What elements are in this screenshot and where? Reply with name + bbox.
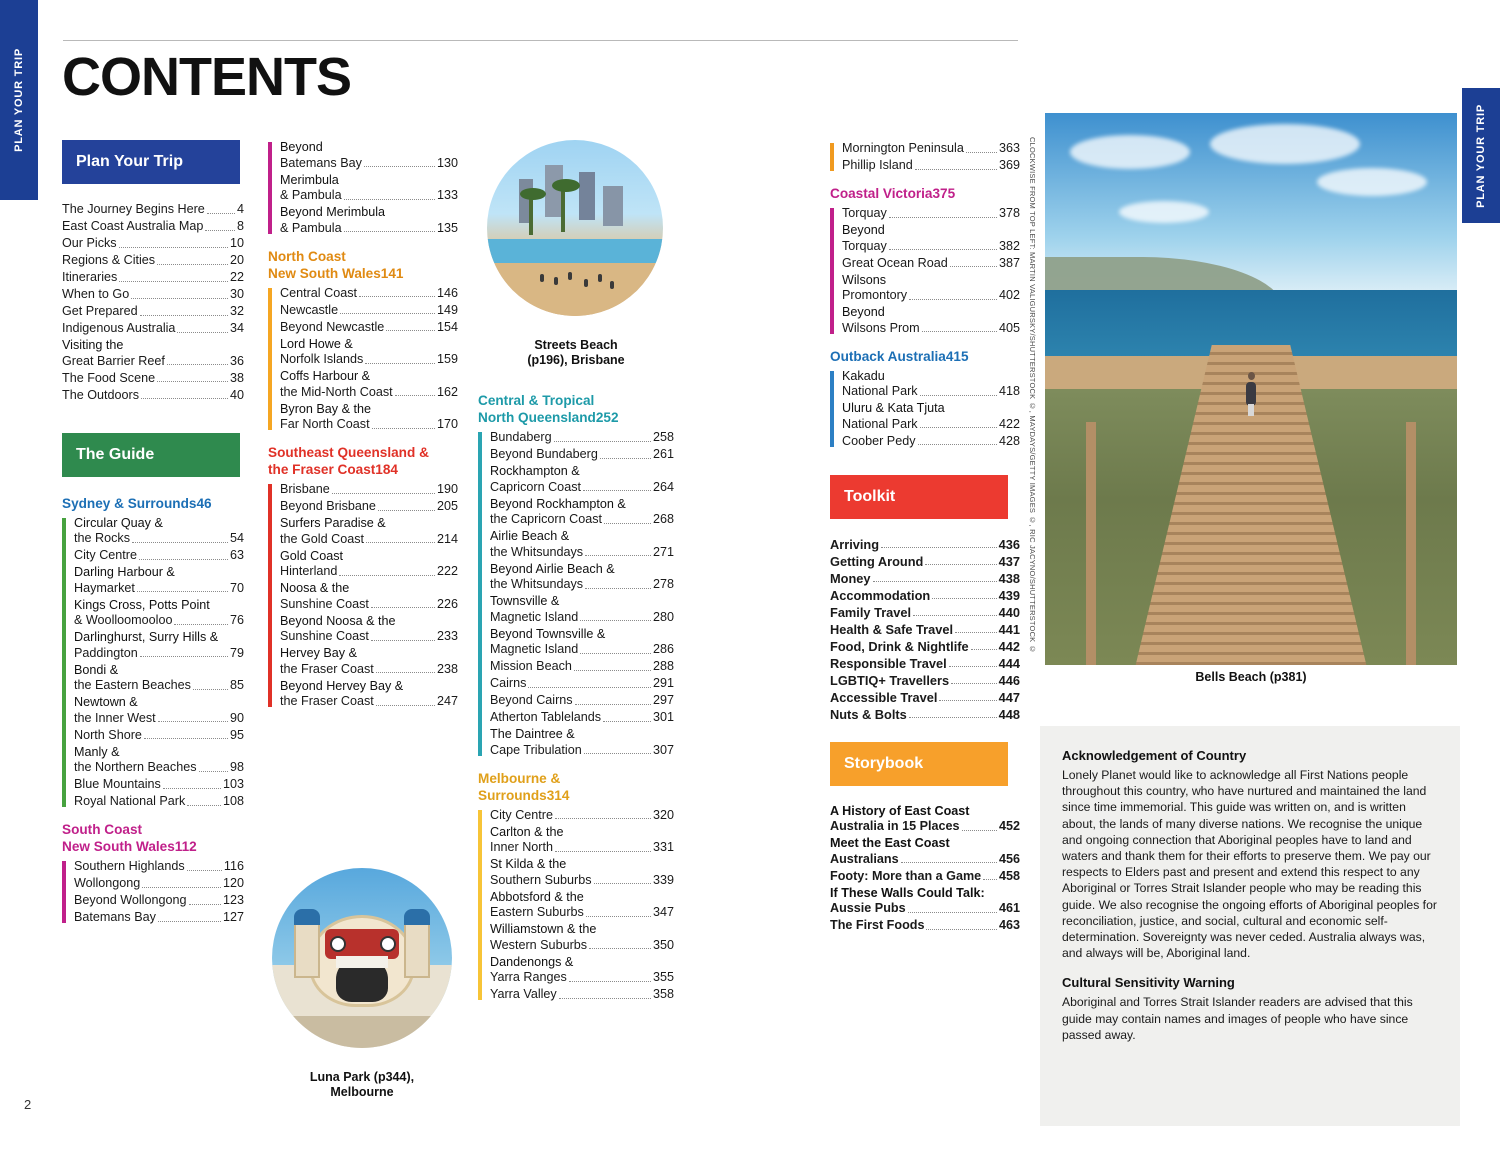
toc-entry[interactable]: Food, Drink & Nightlife 442 — [830, 638, 1020, 654]
toc-entry[interactable]: Kakadu National Park 418 — [842, 368, 1020, 398]
storybook-list — [830, 804, 1020, 934]
toc-entry[interactable]: Beyond Torquay 382 — [842, 223, 1020, 253]
page-title: CONTENTS — [62, 47, 351, 107]
toc-entry[interactable]: Kings Cross, Potts Point & Woolloomooloo 76 — [74, 597, 244, 627]
toc-entry[interactable]: Cairns 291 — [490, 676, 674, 690]
toc-entry[interactable]: Family Travel 440 — [830, 604, 1020, 620]
toc-entry[interactable]: St Kilda & the Southern Suburbs 339 — [490, 857, 674, 887]
toc-entry[interactable]: Lord Howe & Norfolk Islands 159 — [280, 336, 458, 366]
toc-entry[interactable]: Merimbula & Pambula 133 — [280, 172, 458, 202]
guide-group-coastal-victoria — [830, 206, 1020, 336]
toc-entry[interactable]: Coffs Harbour & the Mid-North Coast 162 — [280, 369, 458, 399]
photo-luna-park — [272, 868, 452, 1048]
toc-entry[interactable]: Central Coast 146 — [280, 285, 458, 300]
toc-entry[interactable]: Darlinghurst, Surry Hills & Paddington 79 — [74, 630, 244, 660]
divider — [63, 40, 1018, 41]
guide-group-south-coast-nsw — [62, 859, 244, 925]
toc-entry[interactable]: Wollongong 120 — [74, 876, 244, 890]
toc-entry[interactable]: LGBTIQ+ Travellers 446 — [830, 672, 1020, 688]
side-tab-left — [0, 0, 38, 200]
toc-entry[interactable]: The Food Scene 38 — [62, 370, 244, 385]
guide-section-title-southeast-qld: Southeast Queensland & the Fraser Coast 184 — [268, 445, 429, 477]
guide-group-southeast-qld — [268, 482, 458, 709]
toc-entry[interactable]: Dandenongs & Yarra Ranges 355 — [490, 954, 674, 984]
guide-section-title-south-coast-nsw: South Coast New South Wales 112 — [62, 822, 197, 854]
toc-entry[interactable]: Accessible Travel 447 — [830, 689, 1020, 705]
column-4 — [830, 141, 1020, 935]
guide-section-title-outback-australia: Outback Australia 415 — [830, 348, 969, 364]
toc-entry[interactable]: Bundaberg 258 — [490, 430, 674, 444]
column-1 — [62, 140, 244, 937]
toc-entry[interactable]: The First Foods 463 — [830, 918, 1020, 932]
toc-entry[interactable]: Coober Pedy 428 — [842, 433, 1020, 448]
toc-entry[interactable]: Darling Harbour & Haymarket 70 — [74, 565, 244, 595]
guide-section-title-coastal-victoria: Coastal Victoria 375 — [830, 186, 956, 201]
toc-entry[interactable]: Abbotsford & the Eastern Suburbs 347 — [490, 889, 674, 919]
side-tab-right — [1462, 88, 1500, 223]
toc-entry[interactable]: Beyond Bundaberg 261 — [490, 447, 674, 461]
toc-entry[interactable]: Carlton & the Inner North 331 — [490, 824, 674, 854]
column-2 — [268, 140, 458, 721]
section-header-storybook: Storybook — [830, 742, 1008, 786]
guide-group-sydney — [62, 516, 244, 810]
photo-bells-beach-caption: Bells Beach (p381) — [1195, 670, 1307, 684]
photo-streets-beach — [487, 140, 663, 316]
toc-entry[interactable]: Uluru & Kata Tjuta National Park 422 — [842, 401, 1020, 431]
toc-entry[interactable]: Visiting the Great Barrier Reef 36 — [62, 338, 244, 368]
guide-group-outback-australia — [830, 369, 1020, 449]
toc-entry[interactable]: Beyond Merimbula & Pambula 135 — [280, 205, 458, 235]
guide-section-title-north-coast-nsw: North Coast New South Wales 141 — [268, 248, 404, 281]
toc-entry[interactable]: Money 438 — [830, 570, 1020, 586]
toc-entry[interactable]: Beyond Wollongong 123 — [74, 893, 244, 907]
toc-entry[interactable]: City Centre 320 — [490, 807, 674, 822]
photo-bells-beach — [1045, 113, 1457, 665]
toc-entry[interactable]: Newcastle 149 — [280, 302, 458, 317]
guide-group-melbourne — [478, 808, 674, 1003]
toc-entry[interactable]: Noosa & the Sunshine Coast 226 — [280, 581, 458, 611]
column-3 — [478, 392, 674, 1014]
toc-entry[interactable]: Royal National Park 108 — [74, 794, 244, 808]
cultural-warning-title: Cultural Sensitivity Warning — [1062, 975, 1235, 991]
toc-entry[interactable]: Great Ocean Road 387 — [842, 255, 1020, 270]
toc-entry[interactable]: Townsville & Magnetic Island 280 — [490, 594, 674, 624]
toc-entry[interactable]: The Outdoors 40 — [62, 387, 244, 402]
toc-entry[interactable]: If These Walls Could Talk: Aussie Pubs 461 — [830, 885, 1020, 915]
acknowledgement-panel — [1040, 726, 1460, 1126]
toc-entry[interactable]: Surfers Paradise & the Gold Coast 214 — [280, 516, 458, 546]
toc-entry[interactable]: City Centre 63 — [74, 548, 244, 562]
side-tab-right-label: PLAN YOUR TRIP — [1475, 103, 1487, 208]
toc-entry[interactable]: Arriving 436 — [830, 536, 1020, 552]
toc-entry[interactable]: Beyond Batemans Bay 130 — [280, 140, 458, 170]
photo-luna-park-caption: Luna Park (p344), Melbourne — [309, 1070, 415, 1099]
toc-entry[interactable]: The Daintree & Cape Tribulation 307 — [490, 727, 674, 757]
section-header-plan-your-trip: Plan Your Trip — [62, 140, 240, 184]
guide-group-north-coast-nsw — [268, 286, 458, 433]
toc-entry[interactable]: Beyond Airlie Beach & the Whitsundays 278 — [490, 561, 674, 591]
photo-credit: CLOCKWISE FROM TOP LEFT: MARTIN VALIGURSKY/SHUTTERSTOCK ©, MAYDAYS/GETTY IMAGES ©, RIC JACYNO/SHUTTERSTOCK © — [1028, 137, 1037, 654]
toc-entry[interactable]: Beyond Brisbane 205 — [280, 499, 458, 513]
toc-entry[interactable]: Airlie Beach & the Whitsundays 271 — [490, 529, 674, 559]
toc-entry[interactable]: Yarra Valley 358 — [490, 987, 674, 1001]
acknowledgement-body: Lonely Planet would like to acknowledge all First Nations people throughout this country, who have nurtured and maintained the land since time immemorial. This guide was written on, and is written about, the lands of many diverse nations. We recognise the unique and ongoing connection that Aboriginal peoples have to land and waters and thank them for their efforts to preserve them. We pay our respects to Elders past and present and extend this respect to any Aboriginal or Torres Strait Islander people who may be reading this guide. We also recognise the ongoing efforts of Aboriginal peoples for reconciliation, justice, and social, cultural and economic self-determination. Sovereignty was never ceded. Australia always was, and always will be, Aboriginal land. — [1062, 768, 1437, 961]
toc-entry[interactable]: Gold Coast Hinterland 222 — [280, 548, 458, 578]
toc-entry[interactable]: Regions & Cities 20 — [62, 253, 244, 267]
person-on-boardwalk — [1243, 372, 1259, 416]
toc-entry[interactable]: Beyond Wilsons Prom 405 — [842, 305, 1020, 335]
photo-streets-beach-caption: Streets Beach (p196), Brisbane — [527, 338, 625, 367]
toc-entry[interactable]: Bondi & the Eastern Beaches 85 — [74, 662, 244, 692]
toc-entry[interactable]: Williamstown & the Western Suburbs 350 — [490, 922, 674, 952]
toc-entry[interactable]: Southern Highlands 116 — [74, 859, 244, 873]
guide-group-south-coast-nsw-continued — [268, 140, 458, 236]
toc-entry[interactable]: Footy: More than a Game 458 — [830, 868, 1020, 883]
toc-entry[interactable]: East Coast Australia Map 8 — [62, 219, 244, 233]
toc-entry[interactable]: Beyond Rockhampton & the Capricorn Coast 268 — [490, 496, 674, 526]
toc-entry[interactable]: Newtown & the Inner West 90 — [74, 695, 244, 725]
plan-your-trip-list — [62, 202, 244, 403]
toc-entry[interactable]: Beyond Cairns 297 — [490, 693, 674, 707]
toc-entry[interactable]: Nuts & Bolts 448 — [830, 706, 1020, 722]
side-tab-left-label: PLAN YOUR TRIP — [13, 48, 25, 152]
guide-section-title-melbourne: Melbourne & Surrounds 314 — [478, 770, 570, 803]
guide-section-title-sydney: Sydney & Surrounds 46 — [62, 495, 212, 511]
section-header-toolkit: Toolkit — [830, 475, 1008, 519]
acknowledgement-title: Acknowledgement of Country — [1062, 748, 1247, 763]
toc-entry[interactable]: Beyond Newcastle 154 — [280, 319, 458, 334]
toc-entry[interactable]: North Shore 95 — [74, 727, 244, 742]
toc-entry[interactable]: When to Go 30 — [62, 287, 244, 301]
toc-entry[interactable]: Circular Quay & the Rocks 54 — [74, 515, 244, 545]
toc-entry[interactable]: Hervey Bay & the Fraser Coast 238 — [280, 646, 458, 676]
toc-entry[interactable]: A History of East Coast Australia in 15 Places 452 — [830, 803, 1020, 833]
toc-entry[interactable]: Meet the East Coast Australians 456 — [830, 836, 1020, 866]
toc-entry[interactable]: Rockhampton & Capricorn Coast 264 — [490, 464, 674, 494]
toc-entry[interactable]: Batemans Bay 127 — [74, 910, 244, 924]
toc-entry[interactable]: Getting Around 437 — [830, 553, 1020, 569]
toc-entry[interactable]: Beyond Townsville & Magnetic Island 286 — [490, 626, 674, 656]
section-header-the-guide: The Guide — [62, 433, 240, 477]
cultural-warning-body: Aboriginal and Torres Strait Islander readers are advised that this guide may contain names and images of people who have since passed away. — [1062, 995, 1413, 1042]
guide-group-melbourne-continued — [830, 141, 1020, 173]
toc-entry[interactable]: Beyond Hervey Bay & the Fraser Coast 247 — [280, 678, 458, 708]
toc-entry[interactable]: Indigenous Australia 34 — [62, 321, 244, 335]
toc-entry[interactable]: Byron Bay & the Far North Coast 170 — [280, 401, 458, 431]
toc-entry[interactable]: Health & Safe Travel 441 — [830, 621, 1020, 637]
toc-entry[interactable]: Mornington Peninsula 363 — [842, 141, 1020, 155]
guide-group-central-tropical-nq — [478, 430, 674, 758]
guide-section-title-central-tropical-nq: Central & Tropical North Queensland 252 — [478, 393, 619, 425]
toc-entry[interactable]: Phillip Island 369 — [842, 158, 1020, 172]
page-number: 2 — [24, 1097, 32, 1112]
toc-entry[interactable]: Torquay 378 — [842, 206, 1020, 220]
toc-entry[interactable]: Itineraries 22 — [62, 270, 244, 284]
toc-entry[interactable]: Brisbane 190 — [280, 482, 458, 496]
toc-entry[interactable]: Manly & the Northern Beaches 98 — [74, 744, 244, 774]
toc-entry[interactable]: Our Picks 10 — [62, 236, 244, 250]
toc-entry[interactable]: Wilsons Promontory 402 — [842, 272, 1020, 302]
toc-entry[interactable]: Mission Beach 288 — [490, 659, 674, 673]
toc-entry[interactable]: Atherton Tablelands 301 — [490, 710, 674, 724]
toolkit-list — [830, 537, 1020, 722]
toc-entry[interactable]: The Journey Begins Here 4 — [62, 202, 244, 216]
toc-entry[interactable]: Get Prepared 32 — [62, 304, 244, 318]
toc-entry[interactable]: Beyond Noosa & the Sunshine Coast 233 — [280, 613, 458, 643]
toc-entry[interactable]: Accommodation 439 — [830, 587, 1020, 603]
toc-entry[interactable]: Responsible Travel 444 — [830, 655, 1020, 671]
toc-entry[interactable]: Blue Mountains 103 — [74, 777, 244, 791]
